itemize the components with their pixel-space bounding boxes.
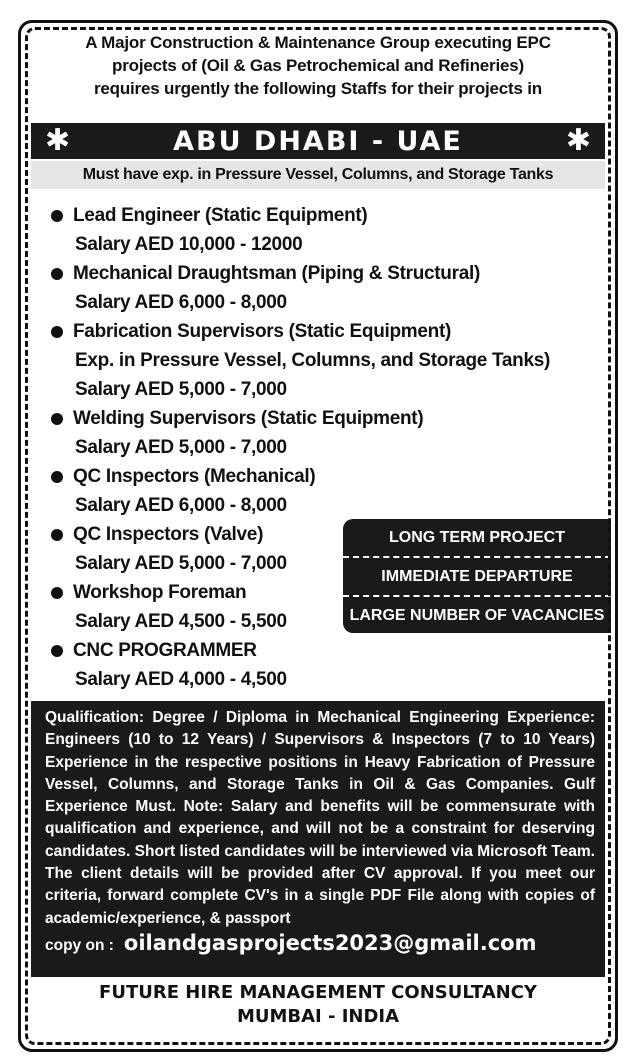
job-item (51, 317, 611, 404)
job-title: Welding Supervisors (Static Equipment) (73, 408, 424, 429)
company-city: MUMBAI - INDIA (236, 1006, 400, 1027)
intro-line: requires urgently the following Staffs for their projects in (94, 79, 542, 98)
qualification-section (31, 701, 605, 977)
bullet-icon (51, 326, 63, 338)
job-salary: Salary AED 4,000 - 4,500 (75, 669, 287, 690)
intro-line: projects of (Oil & Gas Petrochemical and Refineries) (112, 56, 524, 75)
job-salary: Salary AED 5,000 - 7,000 (75, 553, 287, 574)
job-title: Workshop Foreman (73, 582, 247, 603)
job-salary: Salary AED 5,000 - 7,000 (75, 437, 287, 458)
job-title: CNC PROGRAMMER (73, 640, 257, 661)
email-label: copy on : (45, 936, 114, 954)
intro-line: A Major Construction & Maintenance Group executing EPC (85, 33, 551, 52)
location-banner (31, 123, 605, 159)
job-title: QC Inspectors (Valve) (73, 524, 264, 545)
advertisement-frame (18, 20, 618, 1052)
job-salary: Salary AED 4,500 - 5,500 (75, 611, 287, 632)
highlight-badge: IMMEDIATE DEPARTURE (343, 558, 611, 597)
bullet-icon (51, 413, 63, 425)
company-name: FUTURE HIRE MANAGEMENT CONSULTANCY (99, 982, 537, 1003)
bullet-icon (51, 471, 63, 483)
job-salary: Salary AED 5,000 - 7,000 (75, 379, 287, 400)
highlight-badge: LONG TERM PROJECT (343, 519, 611, 558)
highlights-panel (343, 519, 611, 633)
email-address[interactable]: oilandgasprojects2023@gmail.com (123, 930, 537, 955)
job-item (51, 259, 611, 317)
job-title: QC Inspectors (Mechanical) (73, 466, 316, 487)
star-icon: ✱ (45, 124, 71, 157)
job-item (51, 462, 611, 520)
location-text: ABU DHABI - UAE (173, 125, 463, 157)
bullet-icon (51, 268, 63, 280)
job-title: Lead Engineer (Static Equipment) (73, 205, 368, 226)
highlight-badge: LARGE NUMBER OF VACANCIES (349, 606, 605, 624)
intro-text (21, 31, 615, 100)
requirement-line: Must have exp. in Pressure Vessel, Columns, and Storage Tanks (31, 161, 605, 189)
footer (21, 981, 615, 1029)
job-item (51, 201, 611, 259)
bullet-icon (51, 587, 63, 599)
job-salary: Salary AED 6,000 - 8,000 (75, 292, 287, 313)
job-title: Fabrication Supervisors (Static Equipment) (73, 321, 452, 342)
job-title: Mechanical Draughtsman (Piping & Structural) (73, 263, 480, 284)
bullet-icon (51, 645, 63, 657)
job-salary: Salary AED 6,000 - 8,000 (75, 495, 287, 516)
job-note: Exp. in Pressure Vessel, Columns, and Storage Tanks) (75, 350, 551, 371)
star-icon: ✱ (565, 124, 591, 157)
job-item (51, 404, 611, 462)
qualification-text: Qualification: Degree / Diploma in Mechanical Engineering Experience: Engineers (10 to 12 Years) / Supervisors & Inspectors (7 to 10 Years) Experience in the respective positions in Heavy Fabrication of Pressure Vessel, Columns, and Storage Tanks in Oil & Gas Companies. Gulf Experience Must. Note: Salary and benefits will be commensurate with qualification and experience, and will not be a constraint for deserving candidates. Short listed candidates will be interviewed via Microsoft Team. The client details will be provided after CV approval. If you meet our criteria, forward complete CV's in a single PDF File along with copies of academic/experience, & passport (45, 709, 595, 927)
job-item (51, 636, 611, 694)
bullet-icon (51, 210, 63, 222)
job-salary: Salary AED 10,000 - 12000 (75, 234, 303, 255)
bullet-icon (51, 529, 63, 541)
email-line (45, 932, 595, 957)
